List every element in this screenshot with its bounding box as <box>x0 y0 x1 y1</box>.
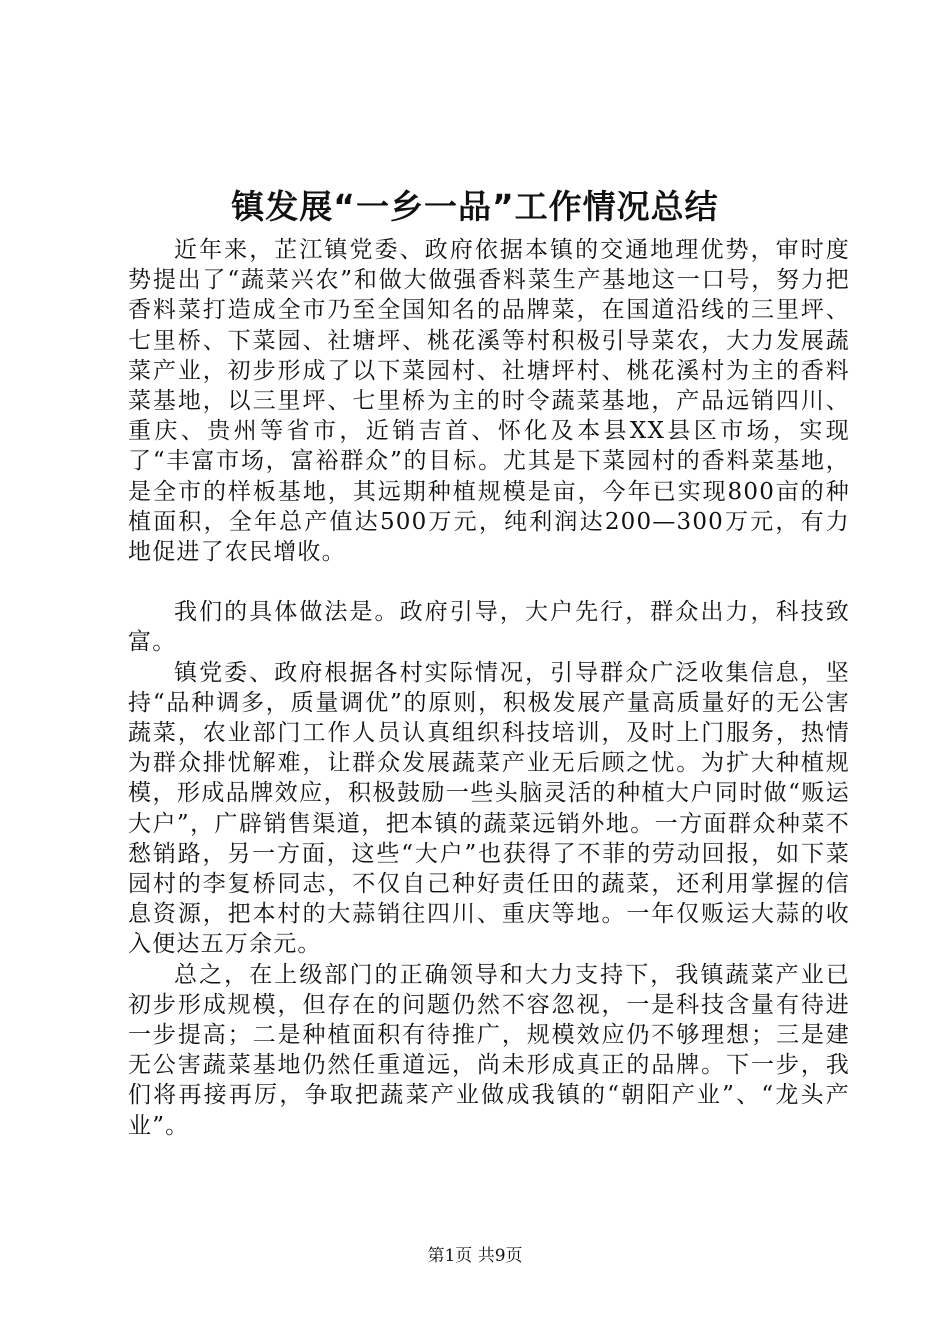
document-body <box>128 235 850 1141</box>
paragraph-intro: 近年来，芷江镇党委、政府依据本镇的交通地理优势，审时度势提出了“蔬菜兴农”和做大做强香料菜生产基地这一口号，努力把香料菜打造成全市乃至全国知名的品牌菜，在国道沿线的三里坪、七里桥、下菜园、社塘坪、桃花溪等村积极引导菜农，大力发展蔬菜产业，初步形成了以下菜园村、社塘坪村、桃花溪村为主的香料菜基地，以三里坪、七里桥为主的时令蔬菜基地，产品远销四川、重庆、贵州等省市，近销吉首、怀化及本县XX县区市场，实现了“丰富市场，富裕群众”的目标。尤其是下菜园村的香料菜基地，是全市的样板基地，其远期种植规模是亩，今年已实现800亩的种植面积，全年总产值达500万元，纯利润达200—300万元，有力地促进了农民增收。 <box>128 237 850 566</box>
document-title: 镇发展“一乡一品”工作情况总结 <box>231 187 719 226</box>
paragraph-measures: 镇党委、政府根据各村实际情况，引导群众广泛收集信息，坚持“品种调多，质量调优”的原则，积极发展产量高质量好的无公害蔬菜，农业部门工作人员认真组织科技培训，及时上门服务，热情为群众排忧解难，让群众发展蔬菜产业无后顾之忧。为扩大种植规模，形成品牌效应，积极鼓励一些头脑灵活的种植大户同时做“贩运大户”，广辟销售渠道，把本镇的蔬菜远销外地。一方面群众种菜不愁销路，另一方面，这些“大户”也获得了不菲的劳动回报，如下菜园村的李复桥同志，不仅自己种好责任田的蔬菜，还利用掌握的信息资源，把本村的大蒜销往四川、重庆等地。一年仅贩运大蒜的收入便达五万余元。 <box>128 659 850 958</box>
paragraph-conclusion: 总之，在上级部门的正确领导和大力支持下，我镇蔬菜产业已初步形成规模，但存在的问题仍然不容忽视，一是科技含量有待进一步提高；二是种植面积有待推广，规模效应仍不够理想；三是建无公害蔬菜基地仍然任重道远，尚未形成真正的品牌。下一步，我们将再接再厉，争取把蔬菜产业做成我镇的“朝阳产业”、“龙头产业”。 <box>128 961 850 1139</box>
paragraph-approach: 我们的具体做法是。政府引导，大户先行，群众出力，科技致富。 <box>128 599 850 656</box>
page-footer: 第1页 共9页 <box>427 1246 523 1266</box>
